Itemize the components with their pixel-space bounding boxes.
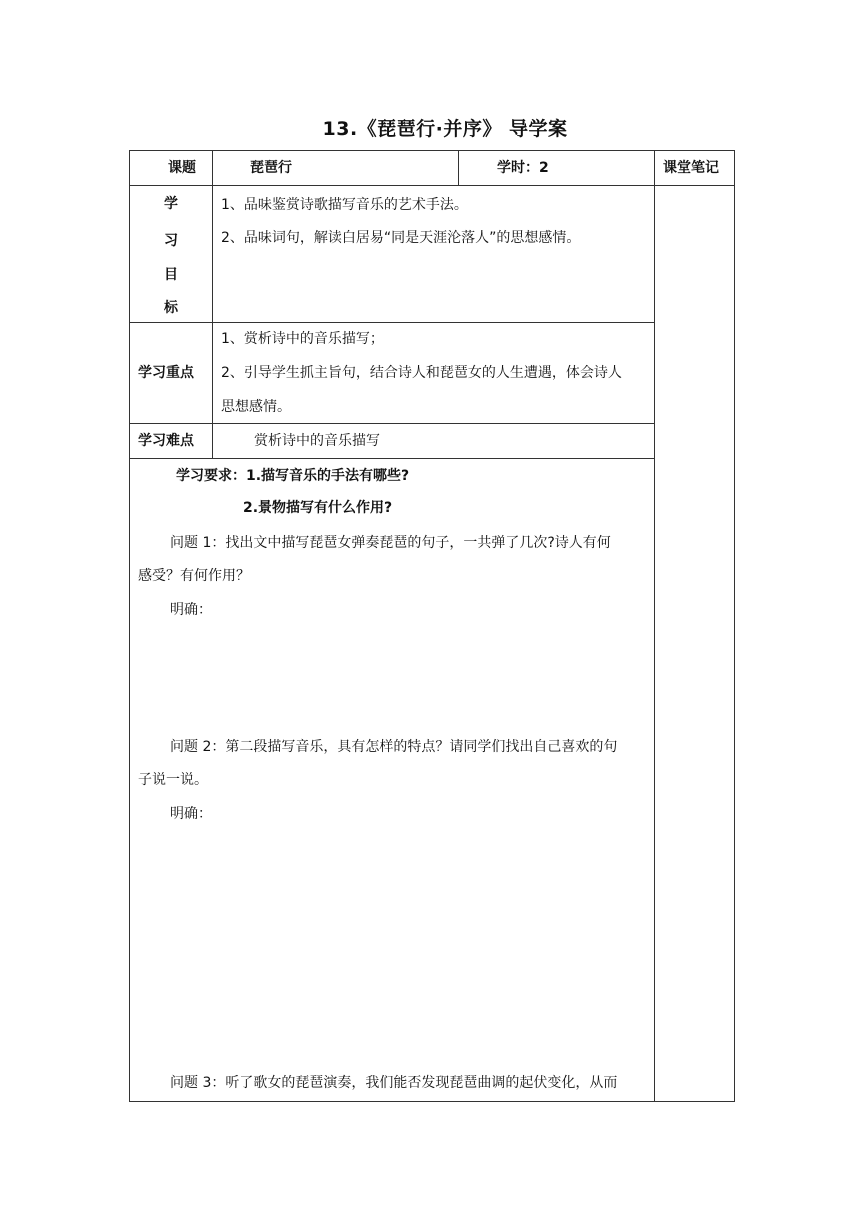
keypoints-row-divider: [129, 423, 655, 424]
hours-column-divider: [458, 150, 459, 186]
objectives-row-divider: [129, 322, 655, 323]
objectives-label-char-4: 标: [164, 300, 178, 316]
objectives-label-char-2: 习: [164, 233, 178, 249]
question-2-line-2: 子说一说。: [138, 772, 208, 788]
question-1-answer-label: 明确：: [170, 602, 212, 618]
header-row-divider: [129, 185, 735, 186]
requirement-line-2: 2.景物描写有什么作用?: [243, 500, 393, 516]
keypoint-line-2: 2、引导学生抓主旨句，结合诗人和琵琶女的人生遭遇，体会诗人: [221, 365, 622, 381]
document-title: 13.《琵琶行·并序》 导学案: [322, 118, 568, 140]
requirement-line-1: 学习要求：1.描写音乐的手法有哪些?: [176, 468, 410, 484]
label-column-divider: [212, 150, 213, 459]
question-3-line-1: 问题 3：听了歌女的琵琶演奏，我们能否发现琵琶曲调的起伏变化，从而: [170, 1075, 618, 1091]
table-border-left: [129, 150, 130, 1102]
objectives-label-char-3: 目: [164, 267, 178, 283]
difficulty-row-divider: [129, 458, 655, 459]
class-hours: 学时：2: [497, 160, 549, 176]
objective-item-1: 1、品味鉴赏诗歌描写音乐的艺术手法。: [221, 197, 468, 213]
keypoints-label: 学习重点: [138, 365, 194, 381]
question-2-line-1: 问题 2：第二段描写音乐，具有怎样的特点？请同学们找出自己喜欢的句: [170, 739, 618, 755]
question-1-line-2: 感受？有何作用？: [138, 568, 250, 584]
keypoint-line-3: 思想感情。: [221, 399, 291, 415]
question-1-line-1: 问题 1：找出文中描写琵琶女弹奏琵琶的句子，一共弹了几次?诗人有何: [170, 535, 611, 551]
notes-column-divider: [654, 150, 655, 1102]
table-border-right: [734, 150, 735, 1102]
table-border-bottom: [129, 1101, 735, 1102]
notes-column-header: 课堂笔记: [663, 160, 719, 176]
difficulty-text: 赏析诗中的音乐描写: [254, 433, 380, 449]
objective-item-2: 2、品味词句，解读白居易“同是天涯沦落人”的思想感情。: [221, 230, 581, 246]
difficulty-label: 学习难点: [138, 433, 194, 449]
question-2-answer-label: 明确：: [170, 806, 212, 822]
topic-label: 课题: [168, 160, 196, 176]
objectives-label-char-1: 学: [164, 196, 178, 212]
table-border-top: [129, 150, 735, 151]
topic-value: 琵琶行: [250, 160, 292, 176]
keypoint-line-1: 1、赏析诗中的音乐描写；: [221, 331, 384, 347]
